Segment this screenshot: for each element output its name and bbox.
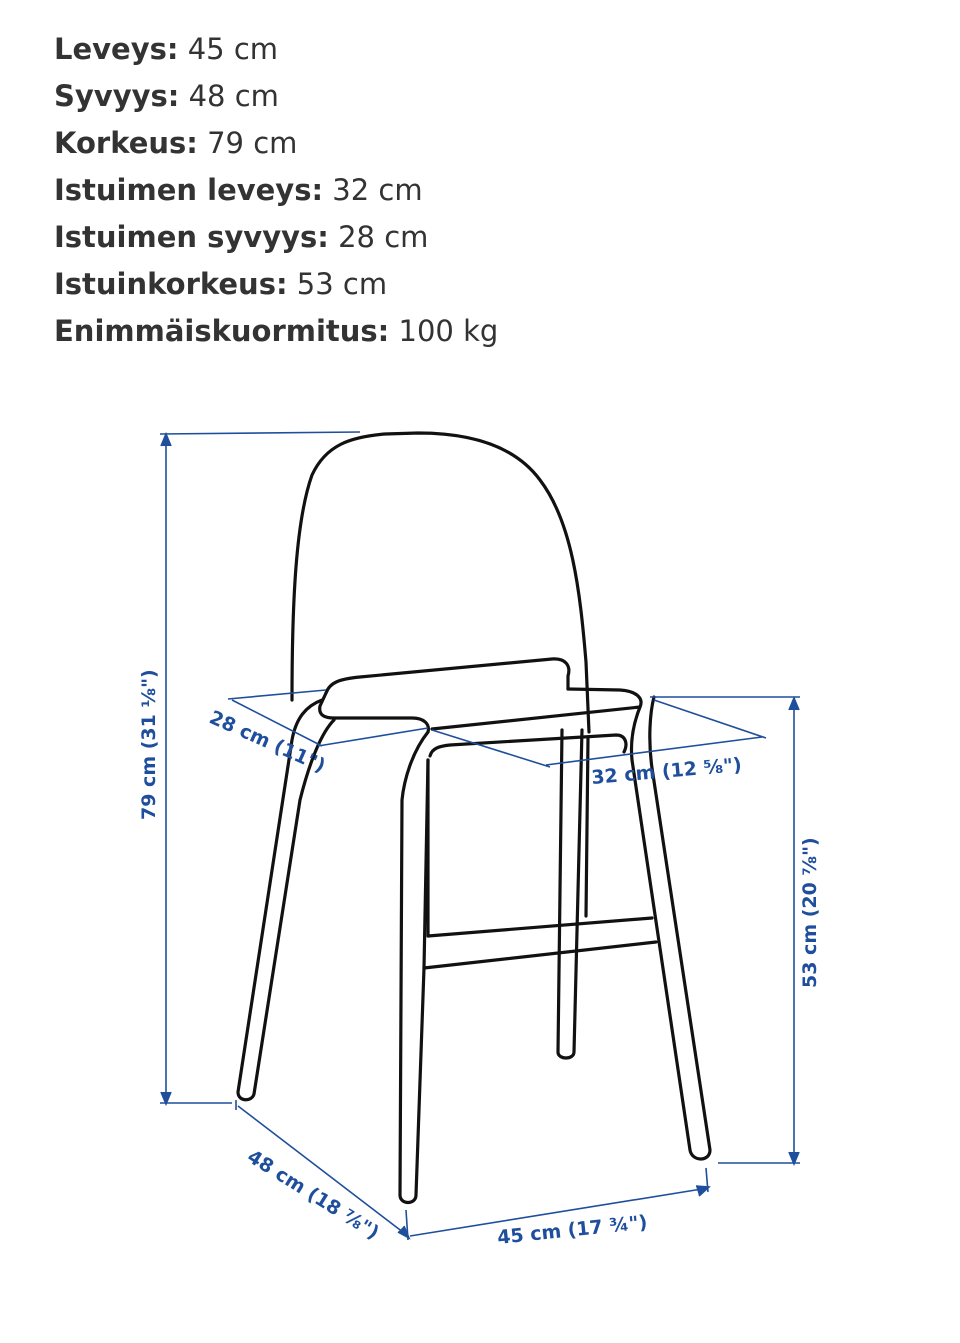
width-dimension-label: 45 cm (17 ¾") (496, 1211, 649, 1249)
seat-depth-extension-b (318, 728, 428, 746)
spec-value: 45 cm (187, 32, 279, 66)
seat-depth-dimension-label: 28 cm (11") (205, 706, 329, 778)
height-arrow-top (161, 434, 171, 446)
spec-label: Istuinkorkeus: (54, 267, 288, 301)
spec-value: 53 cm (296, 267, 388, 301)
spec-label: Istuimen leveys: (54, 173, 324, 207)
spec-label: Leveys: (54, 32, 179, 66)
seat-depth-extension-a (228, 690, 326, 699)
seat-height-dimension-label: 53 cm (20 ⅞") (799, 837, 821, 988)
chair-seat-left (320, 693, 429, 732)
spec-label: Istuimen syvyys: (54, 220, 329, 254)
spec-value: 28 cm (338, 220, 429, 254)
spec-label: Enimmäiskuormitus: (54, 314, 390, 348)
width-arrow-end (696, 1186, 709, 1196)
seat-height-arrow-top (789, 698, 799, 710)
chair-footrest-bottom (424, 942, 656, 968)
chair-back-leg-front (586, 738, 588, 916)
seat-width-extension-a (432, 730, 550, 767)
spec-value: 32 cm (332, 173, 423, 207)
spec-value: 79 cm (207, 126, 298, 160)
depth-dimension-label: 48 cm (18 ⅞") (243, 1145, 383, 1245)
chair-backrest (292, 433, 589, 732)
chair-seat-front (432, 689, 641, 729)
chair-outline (238, 433, 710, 1203)
spec-value: 100 kg (398, 314, 499, 348)
seat-width-dimension-label: 32 cm (12 ⅝") (590, 753, 743, 789)
spec-label: Korkeus: (54, 126, 198, 160)
seat-width-extension-b (654, 700, 766, 738)
chair-back-leg (558, 730, 582, 1058)
height-dimension-label: 79 cm (31 ⅛") (138, 669, 160, 820)
chair-seat-top (326, 659, 569, 693)
spec-label: Syvyys: (54, 79, 180, 113)
spec-value: 48 cm (188, 79, 279, 113)
height-top-extension (160, 432, 360, 434)
chair-footrest-top (428, 918, 652, 936)
